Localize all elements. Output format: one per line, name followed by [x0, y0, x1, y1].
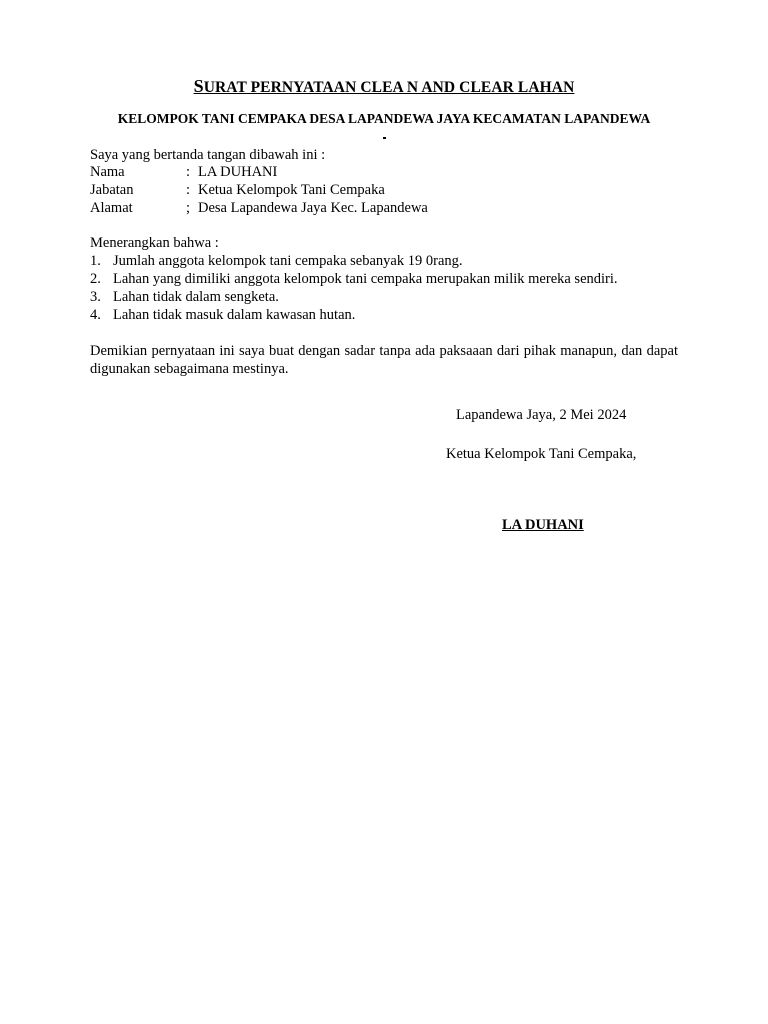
list-item: Lahan yang dimiliki anggota kelompok tani cempaka merupakan milik mereka sendiri. [113, 271, 618, 287]
field-separator: : [186, 164, 191, 180]
list-item: Lahan tidak dalam sengketa. [113, 289, 279, 305]
field-value-nama: LA DUHANI [198, 164, 278, 180]
list-item: Lahan tidak masuk dalam kawasan hutan. [113, 307, 356, 323]
list-item: Jumlah anggota kelompok tani cempaka sebanyak 19 0rang. [113, 253, 463, 269]
field-separator: : [186, 182, 191, 198]
title-first-letter: S [193, 76, 204, 96]
list-item-number: 4. [90, 307, 101, 323]
field-separator: ; [186, 200, 191, 216]
list-item-number: 3. [90, 289, 101, 305]
document-subtitle: KELOMPOK TANI CEMPAKA DESA LAPANDEWA JAYA KECAMATAN LAPANDEWA [117, 111, 651, 126]
document-title [0, 76, 768, 97]
stray-dot [383, 137, 386, 139]
closing-paragraph: Demikian pernyataan ini saya buat dengan sadar tanpa ada paksaaan dari pihak manapun, dan dapat digunakan sebagaimana mestinya. [90, 343, 678, 377]
intro-line: Saya yang bertanda tangan dibawah ini : [90, 147, 326, 163]
place-date: Lapandewa Jaya, 2 Mei 2024 [456, 407, 627, 423]
field-label-jabatan: Jabatan [90, 182, 134, 198]
field-value-jabatan: Ketua Kelompok Tani Cempaka [198, 182, 385, 198]
list-item-number: 1. [90, 253, 101, 269]
field-label-nama: Nama [90, 164, 125, 180]
list-item-number: 2. [90, 271, 101, 287]
field-label-alamat: Alamat [90, 200, 133, 216]
signatory-title: Ketua Kelompok Tani Cempaka, [446, 446, 637, 462]
explain-heading: Menerangkan bahwa : [90, 235, 219, 251]
title-rest: URAT PERNYATAAN CLEA N AND CLEAR LAHAN [203, 79, 575, 96]
field-value-alamat: Desa Lapandewa Jaya Kec. Lapandewa [198, 200, 428, 216]
signatory-name: LA DUHANI [502, 517, 584, 533]
